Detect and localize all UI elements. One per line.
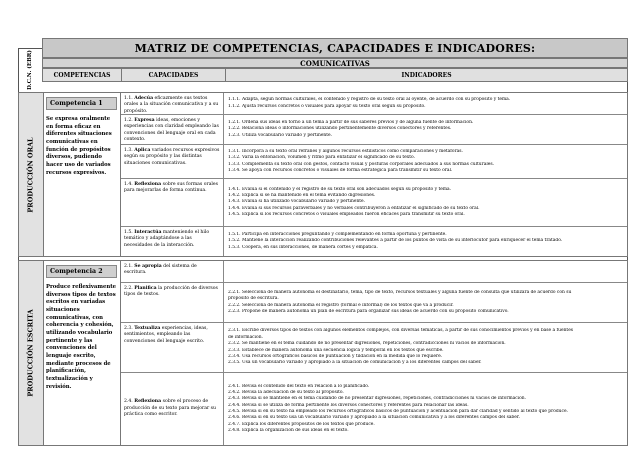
indicator: 1.3.4. Se apoya con recursos concretos o visuales de forma estratégica para transmitir su texto oral. [228, 167, 453, 173]
capacity-cell: 2.4. Reflexiona sobre el proceso de producción de su texto para mejorar su práctica como escritor. [121, 373, 224, 445]
indicator: 2.3.3. Establece de manera autónoma una secuencia lógica y temporal en los textos que escribe. [228, 347, 444, 353]
side-label-oral: PRODUCCIÓN ORAL [19, 93, 44, 256]
indicator: 1.4.2. Explica si se ha mantenido en el tema evitando digresiones. [228, 192, 376, 198]
indicator: 1.2.3. Utiliza vocabulario variado y pertinente. [228, 132, 333, 138]
section-band: COMUNICATIVAS [42, 58, 628, 68]
indicator: de información. [228, 334, 263, 340]
indicator: 2.4.1. Revisa el contenido del texto en relación a lo planificado. [228, 383, 370, 389]
competence-text: Se expresa oralmente en forma eficaz en diferentes situaciones comunicativas en función de propósitos diversos, pudiendo hacer uso de variados recursos expresivos. [46, 116, 112, 176]
capacity-row [121, 145, 627, 179]
page-title: MATRIZ DE COMPETENCIAS, CAPACIDADES E INDICADORES: [42, 38, 628, 58]
indicator: 2.4.5. Revisa si en su texto ha empleado los recursos ortográficos básicos de puntuación y acentuación para dar claridad y sentido al texto que produce. [228, 409, 568, 414]
capacity-row [121, 115, 627, 145]
indicators-cell [224, 227, 627, 256]
indicator: 2.3.1. Escribe diversos tipos de textos con algunos elementos complejos, con diversas temáticas, a partir de sus conocimientos previos y en base a fuentes [228, 328, 574, 334]
indicator: 1.4.1. Evalúa si el contenido y el registro de su texto oral son adecuados según su propósito y tema. [228, 186, 451, 192]
capacity-cell: 2.2. Planifica la producción de diversos tipos de textos. [121, 283, 224, 322]
capacity-row [121, 373, 627, 445]
competence-title: Competencia 1 [46, 97, 117, 110]
capacity-cell: 2.1. Se apropia del sistema de escritura. [121, 261, 224, 282]
indicator: 1.1.1. Adapta, según normas culturales, el contenido y registro de su texto oral al oyente, de acuerdo con su propósito y tema. [228, 97, 511, 103]
indicator: 2.4.4. Revisa si se utiliza de forma pertinente los diversos conectores y referentes para relacionar las ideas. [228, 402, 469, 408]
indicator: 2.3.5. Usa un vocabulario variado y apropiado a la situación de comunicación y a los diferentes campos del saber. [228, 360, 482, 366]
indicator: 1.2.2. Relaciona ideas o informaciones utilizando pertinentemente diversos conectores y referentes. [228, 126, 452, 132]
capacity-cell: 1.3. Aplica variados recursos expresivos según su propósito y las distintas situaciones comunicativas. [121, 145, 224, 178]
indicator: 2.4.7. Explica los diferentes propósitos de los textos que produce. [228, 421, 375, 427]
indicator: 1.5.2. Mantiene la interacción realizando contribuciones relevantes a partir de los puntos de vista de su interlocutor para enriquecer el tema tratado. [228, 238, 563, 244]
indicator: 2.3.4. Usa recursos ortográficos básicos de puntuación y tildación en la medida que lo requiere. [228, 353, 443, 359]
header-indicadores: INDICADORES [401, 71, 452, 79]
capacity-cell: 1.1. Adecúa eficazmente sus textos orales a la situación comunicativa y a su propósito. [121, 93, 224, 114]
indicators-cell [224, 323, 627, 372]
indicators-cell [224, 373, 627, 445]
section-escrita [18, 260, 628, 446]
capacity-row [121, 283, 627, 323]
header-capacidades: CAPACIDADES [122, 69, 226, 81]
capacity-cell: 1.2. Expresa ideas, emociones y experiencias con claridad empleando las convenciones del lenguaje oral en cada contexto. [121, 115, 224, 144]
column-headers [42, 68, 628, 82]
indicator: 1.5.3. Coopera, en sus interacciones, de manera cortés y empática. [228, 244, 378, 250]
indicator: 2.4.3. Revisa si se mantiene en el tema cuidando de no presentar digresiones, repeticiones, contradicciones ni vacíos de información. [228, 396, 527, 402]
capacity-row [121, 323, 627, 373]
indicator: 1.3.3. Complementa su texto oral con gestos, contacto visual y posturas corporales adecuados a sus normas culturales. [228, 161, 494, 167]
capacity-row [121, 179, 627, 227]
indicators-cell [224, 179, 627, 226]
capacity-cell: 2.3. Textualiza experiencias, ideas, sentimientos, empleando las convenciones del lenguaje escrito. [121, 323, 224, 372]
indicators-cell [224, 115, 627, 144]
indicator: 1.4.4. Evalúa si sus recursos paraverbales y no verbales contribuyeron a enfatizar el significado de su texto oral. [228, 205, 480, 211]
indicator: 1.5.1. Participa en interacciones preguntando y complementando en forma oportuna y pertinente. [228, 231, 447, 237]
indicator: 1.1.2. Ajusta recursos concretos o visuales para apoyar su texto oral según su propósito. [228, 103, 426, 109]
capacity-cell: 1.4. Reflexiona sobre sus formas orales para mejorarlas de forma continua. [121, 179, 224, 226]
indicators-cell [224, 283, 627, 322]
indicator: 2.4.6. Revisa si en su texto usa un vocabulario variado y apropiado a la situación comunicativa y a los diferentes campos del saber. [228, 415, 520, 421]
indicator: 2.2.2. Selecciona de manera autónoma el registro (formal e informal) de los textos que va a producir. [228, 302, 454, 308]
indicator: 2.4.8. Explica la organización de sus ideas en el texto. [228, 428, 349, 434]
header-competencias: COMPETENCIAS [43, 69, 122, 81]
indicator: 2.4.2. Revisa la adecuación de su texto al propósito. [228, 389, 344, 395]
indicator: 2.2.1. Selecciona de manera autónoma el destinatario, tema, tipo de texto, recursos textuales y alguna fuente de consulta que utilizará de acuerdo con su [228, 289, 572, 295]
section-oral [18, 92, 628, 257]
indicator: propósito de escritura. [228, 296, 279, 302]
competence-cell [43, 261, 121, 445]
dom-label: D.C.N. (EBR) [27, 50, 34, 90]
indicators-cell [224, 93, 627, 114]
competence-text: Produce reflexivamente diversos tipos de textos escritos en variadas situaciones comunicativas, con coherencia y cohesión, utilizando vocabulario pertinente y las convenciones del lenguaje escrito, mediante procesos de planificación, textualización y revisión. [46, 284, 117, 390]
indicator: 1.3.2. Varía la entonación, volumen y ritmo para enfatizar el significado de su texto. [228, 155, 415, 161]
indicators-cell [224, 261, 627, 282]
indicator: 2.3.2. Se mantiene en el tema cuidando de no presentar digresiones, repeticiones, contradicciones ni vacíos de información. [228, 341, 506, 347]
indicator: 1.2.1. Ordena sus ideas en torno a un tema a partir de sus saberes previos y de alguna fuente de información. [228, 119, 474, 125]
competence-cell [43, 93, 121, 256]
indicator: 2.2.3. Propone de manera autónoma un plan de escritura para organizar sus ideas de acuerdo con su propósito comunicativo. [228, 308, 509, 314]
capacity-row [121, 227, 627, 256]
indicator: 1.4.5. Explica si los recursos concretos o visuales empleados fueron eficaces para transmitir su texto oral. [228, 212, 465, 218]
indicator: 1.3.1. Incorpora a su texto oral refranes y algunos recursos estilísticos como comparaciones y metáforas. [228, 148, 463, 154]
capacity-row [121, 261, 627, 283]
indicators-cell [224, 145, 627, 178]
side-label-escrita: PRODUCCIÓN ESCRITA [19, 261, 44, 445]
indicator: 1.4.3. Evalúa si ha utilizado vocabulario variado y pertinente. [228, 199, 366, 205]
capacity-row [121, 93, 627, 115]
capacity-cell: 1.5. Interactúa manteniendo el hilo temático y adaptándose a las necesidades de la interacción. [121, 227, 224, 256]
competence-title: Competencia 2 [46, 265, 117, 278]
